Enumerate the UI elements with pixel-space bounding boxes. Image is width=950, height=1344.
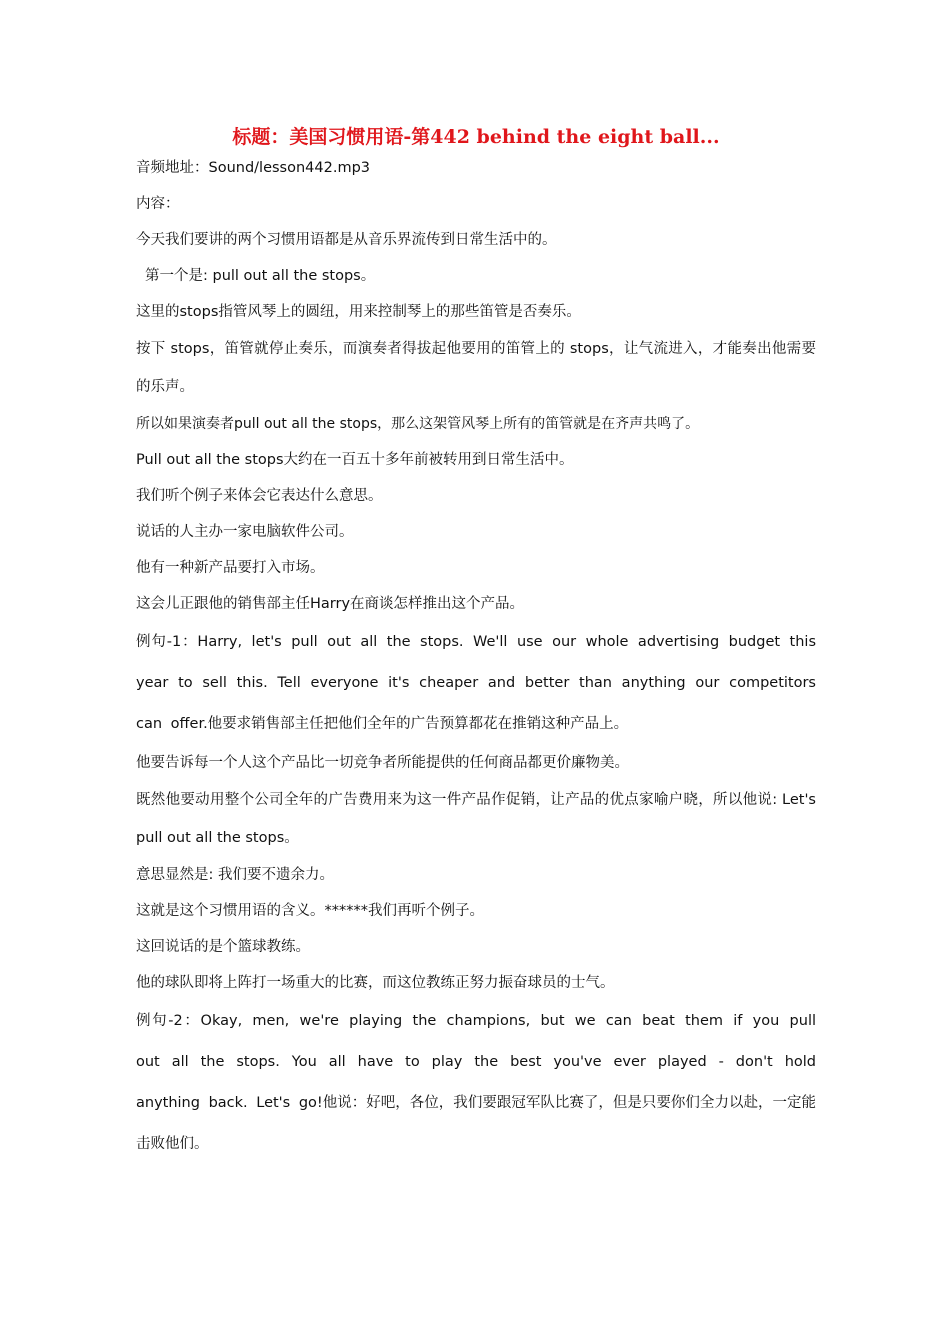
paragraph: 按下 stops，笛管就停止奏乐，而演奏者得拔起他要用的笛管上的 stops，让气流进入，才能奏出他需要的乐声。	[136, 341, 816, 395]
paragraph: 这回说话的是个篮球教练。	[136, 939, 310, 955]
paragraph: 说话的人主办一家电脑软件公司。	[136, 524, 354, 540]
audio-address: 音频地址：Sound/lesson442.mp3	[136, 160, 371, 176]
paragraph: 这里的stops指管风琴上的圆纽，用来控制琴上的那些笛管是否奏乐。	[136, 304, 581, 320]
paragraph: 今天我们要讲的两个习惯用语都是从音乐界流传到日常生活中的。	[136, 232, 557, 248]
document-title: 标题：美国习惯用语-第442 behind the eight ball...	[232, 126, 720, 148]
paragraph: 他有一种新产品要打入市场。	[136, 560, 325, 576]
paragraph: 意思显然是: 我们要不遗余力。	[136, 867, 334, 883]
paragraph: 所以如果演奏者pull out all the stops，那么这架管风琴上所有的笛管就是在齐声共鸣了。	[136, 416, 700, 432]
paragraph: 我们听个例子来体会它表达什么意思。	[136, 488, 383, 504]
paragraph: 这就是这个习惯用语的含义。******我们再听个例子。	[136, 903, 484, 919]
paragraph: Pull out all the stops大约在一百五十多年前被转用到日常生活中。	[136, 452, 574, 468]
paragraph: 这会儿正跟他的销售部主任Harry在商谈怎样推出这个产品。	[136, 596, 525, 612]
paragraph: 他的球队即将上阵打一场重大的比赛，而这位教练正努力振奋球员的士气。	[136, 975, 615, 991]
document-body	[136, 150, 816, 1165]
example-sentence-2: 例句-2：Okay, men, we're playing the champions, but we can beat them if you pull out all the stops. You all have to play the best you've ever played - don't hold anything back. Let's go!他说：好吧，各位，我们要跟冠军队比赛了，但是只要你们全力以赴，一定能击败他们。	[136, 1013, 816, 1152]
paragraph: 他要告诉每一个人这个产品比一切竞争者所能提供的任何商品都更价廉物美。	[136, 755, 629, 771]
paragraph: 既然他要动用整个公司全年的广告费用来为这一件产品作促销，让产品的优点家喻户晓，所以他说: Let's pull out all the stops。	[136, 792, 816, 846]
example-sentence-1: 例句-1：Harry, let's pull out all the stops. We'll use our whole advertising budget this year to sell this. Tell everyone it's cheaper and better than anything our competitors can offer.他要求销售部主任把他们全年的广告预算都花在推销这种产品上。	[136, 634, 816, 732]
content-label: 内容：	[136, 196, 180, 212]
paragraph: 第一个是: pull out all the stops。	[145, 268, 376, 284]
